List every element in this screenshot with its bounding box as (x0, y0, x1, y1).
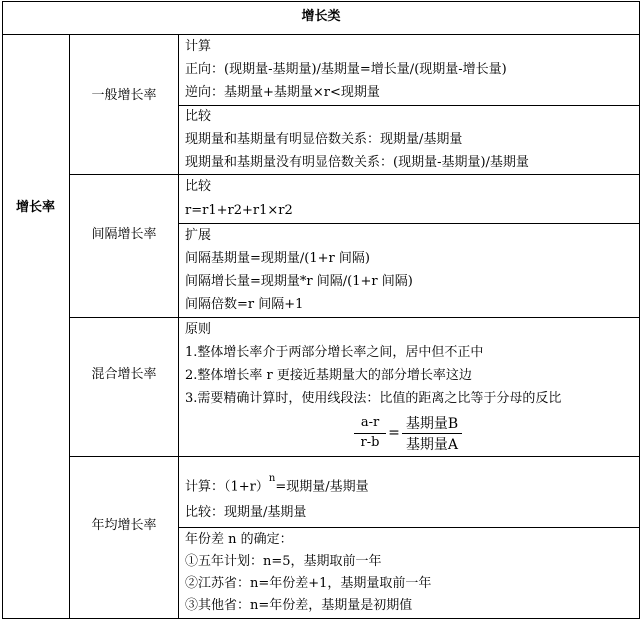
text-line: 间隔增长量=现期量*r 间隔/(1+r 间隔) (185, 274, 413, 289)
row-name-annual: 年均增长率 (91, 518, 157, 533)
row-name-mixed: 混合增长率 (91, 367, 157, 382)
row-divider-2 (69, 317, 640, 318)
row-name-interval: 间隔增长率 (91, 227, 157, 242)
calc-line (185, 475, 369, 495)
text-line: 现期量和基期量没有明显倍数关系：(现期量-基期量)/基期量 (185, 155, 529, 170)
growth-table (2, 1, 640, 619)
col-divider-2 (178, 34, 179, 619)
calc-suffix: =现期量/基期量 (275, 479, 369, 495)
formula-left-bar (354, 433, 386, 434)
block-heading: 扩展 (185, 228, 212, 243)
subrow-divider-3 (178, 527, 640, 528)
row-name-general: 一般增长率 (91, 88, 157, 103)
text-line: ②江苏省：n=年份差+1，基期量取前一年 (185, 576, 432, 591)
text-line: 间隔倍数=r 间隔+1 (185, 297, 304, 312)
table-border-bottom (2, 618, 640, 619)
table-border-left (2, 1, 3, 619)
row-divider-3 (69, 456, 640, 457)
block-heading: 年份差 n 的确定： (185, 532, 293, 547)
category-label: 增长率 (15, 200, 55, 215)
text-line: 间隔基期量=现期量/(1+r 间隔) (185, 251, 370, 266)
block-heading: 计算 (185, 39, 212, 54)
text-line: 2.整体增长率 r 更接近基期量大的部分增长率这边 (185, 368, 472, 383)
formula-equals: = (388, 425, 400, 441)
subrow-divider-2 (178, 223, 640, 224)
segment-formula (354, 413, 464, 453)
text-line: 1.整体增长率介于两部分增长率之间，居中但不正中 (185, 345, 484, 360)
calc-exponent: n (268, 473, 276, 484)
formula-left-denominator: r-b (360, 435, 380, 450)
row-divider-1 (69, 174, 640, 175)
text-line: 正向：(现期量-基期量)/基期量=增长量/(现期量-增长量) (185, 62, 507, 77)
formula-right-denominator: 基期量A (405, 437, 459, 453)
formula-right-numerator: 基期量B (405, 416, 459, 432)
compare-line: 比较：现期量/基期量 (185, 505, 307, 520)
text-line: r=r1+r2+r1×r2 (185, 203, 293, 218)
text-line: ③其他省：n=年份差，基期量是初期值 (185, 598, 413, 613)
text-line: 现期量和基期量有明显倍数关系：现期量/基期量 (185, 132, 463, 147)
block-heading: 原则 (185, 322, 212, 337)
calc-prefix: 计算：（1+r） (185, 479, 269, 495)
text-line: 逆向：基期量+基期量×r<现期量 (185, 85, 380, 100)
subrow-divider-1 (178, 105, 640, 106)
table-border-top (2, 1, 640, 2)
header-divider (2, 34, 640, 35)
text-line: 3.需要精确计算时，使用线段法：比值的距离之比等于分母的反比 (185, 391, 562, 406)
block-heading: 比较 (185, 179, 212, 194)
formula-left-numerator: a-r (360, 415, 380, 430)
text-line: ①五年计划：n=5，基期取前一年 (185, 554, 382, 569)
page-title: 增长类 (301, 9, 341, 24)
block-heading: 比较 (185, 109, 212, 124)
